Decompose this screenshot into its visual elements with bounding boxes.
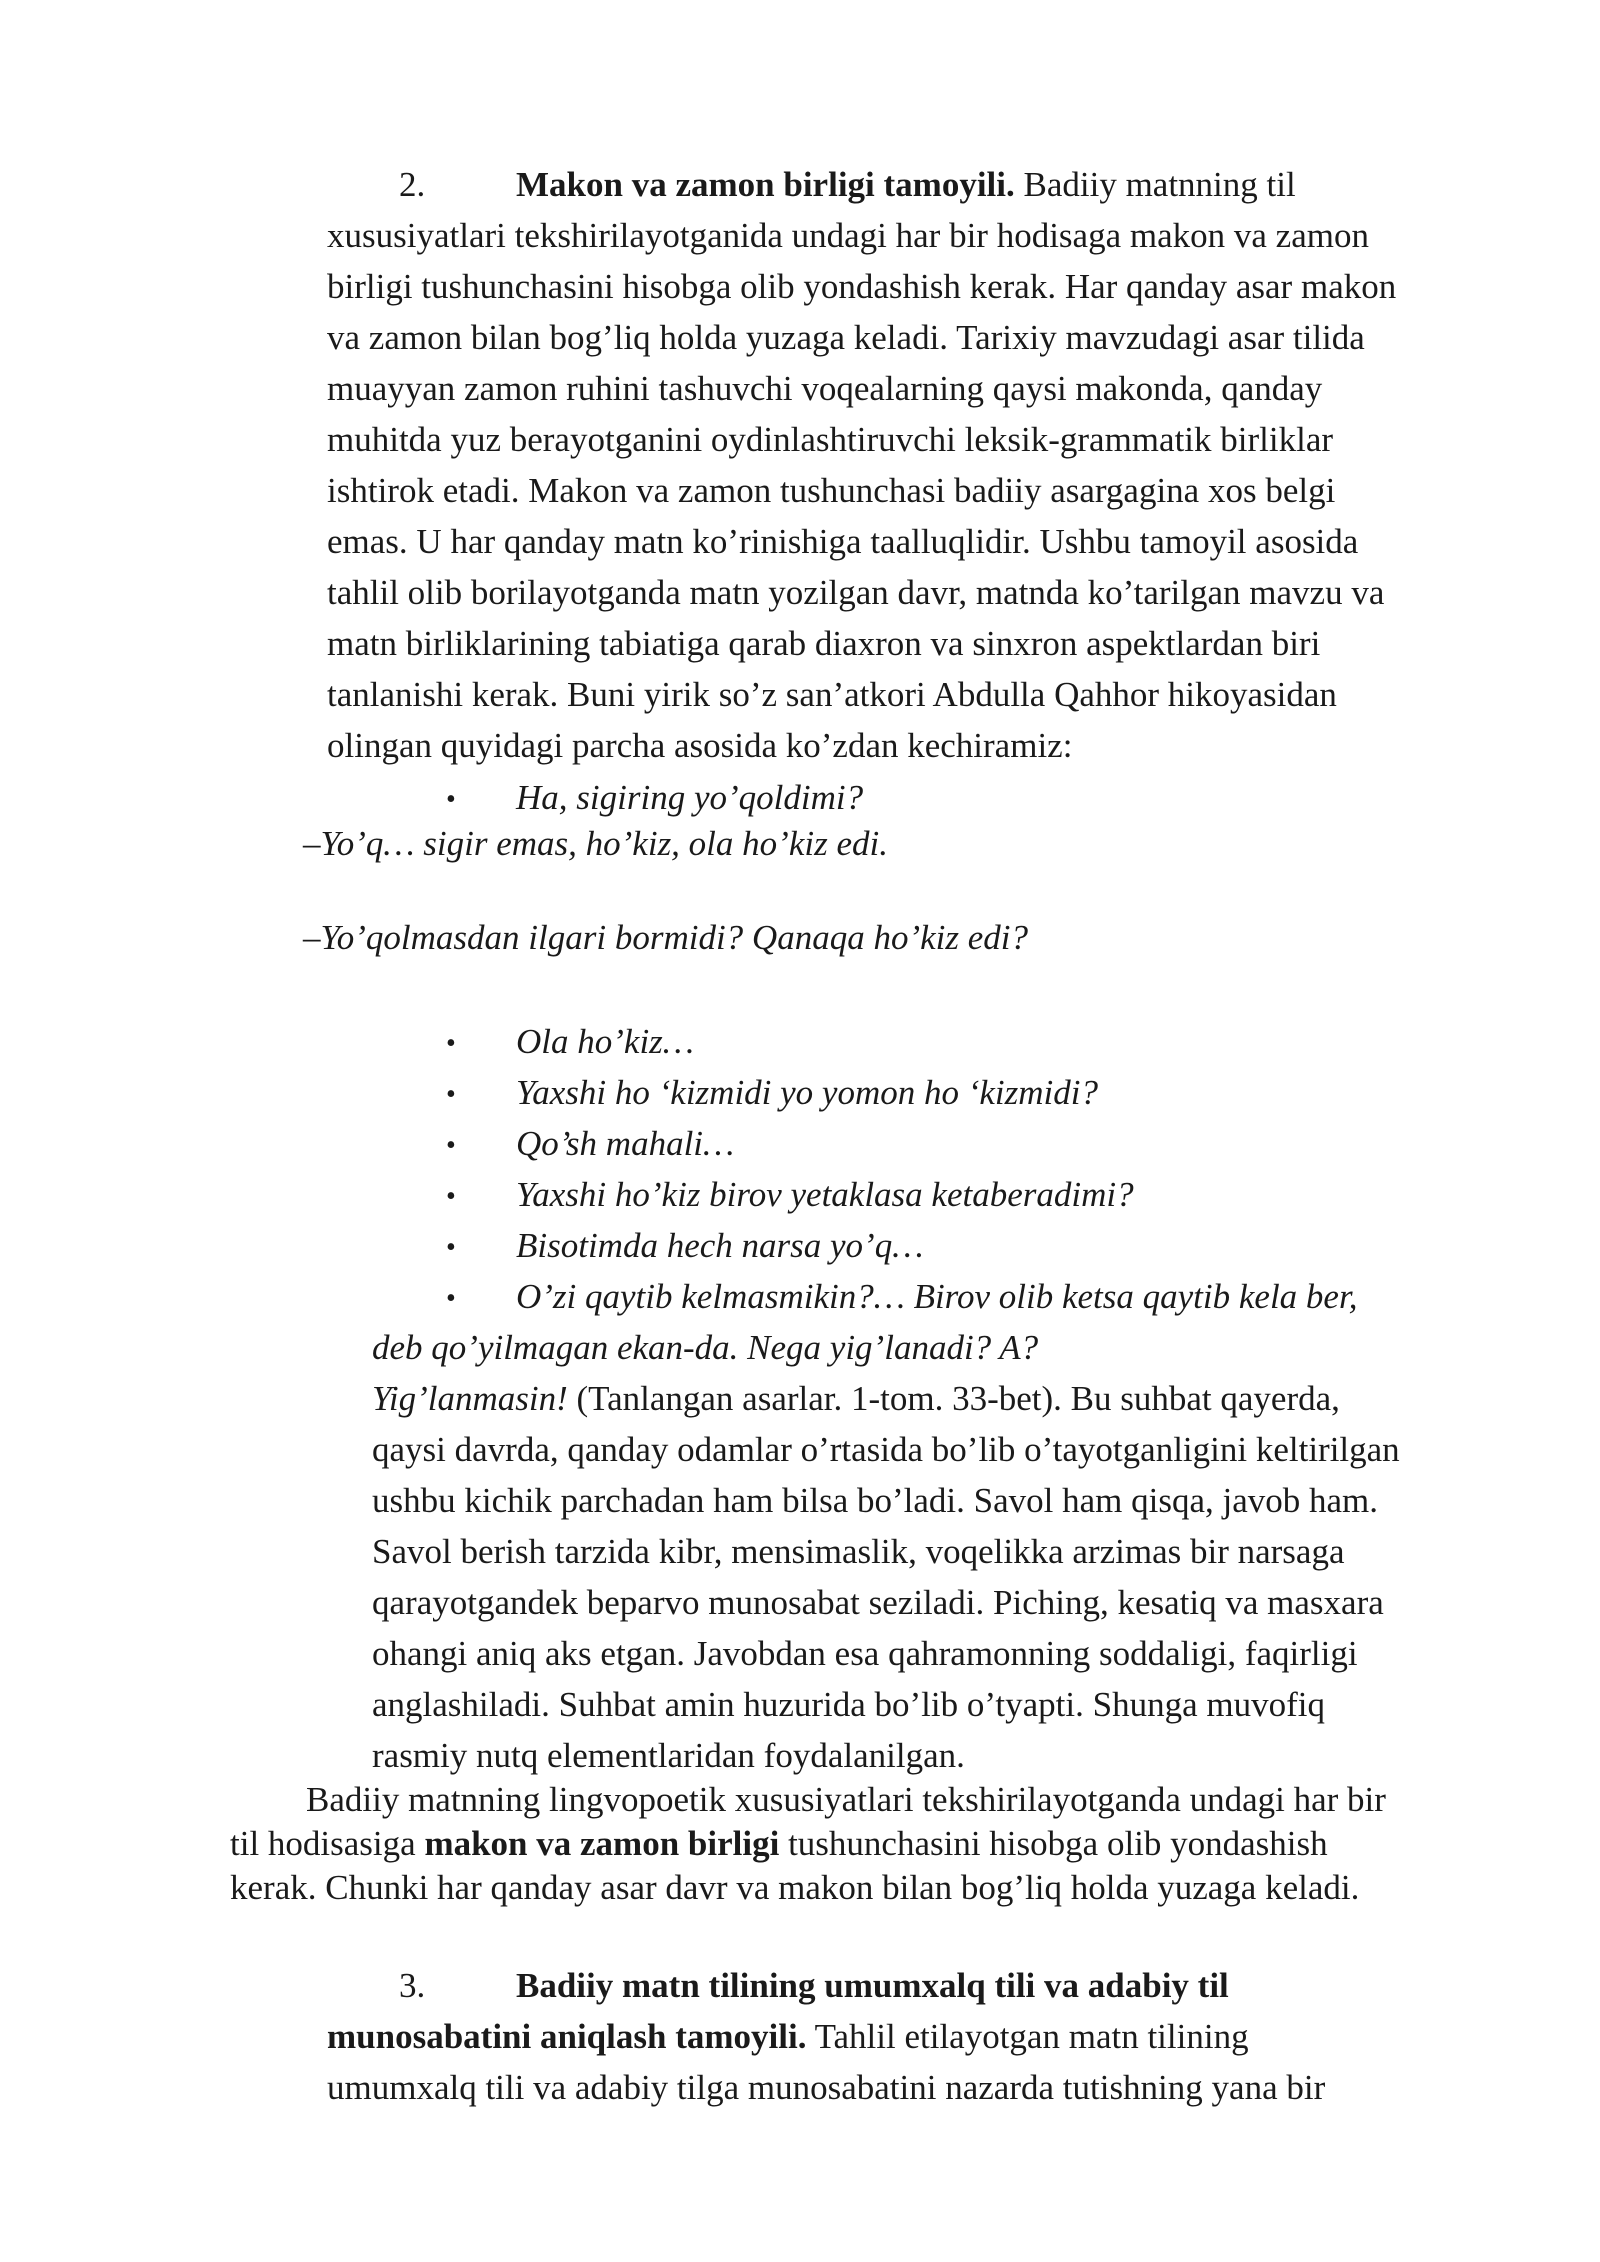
section-2-number: 2. [399, 165, 426, 204]
bullet-icon: • [446, 1079, 456, 1110]
dialogue-line: Qo’sh mahali… [516, 1124, 735, 1163]
bullet-icon: • [446, 1181, 456, 1212]
section-2-line: muayyan zamon ruhini tashuvchi voqealarning qaysi makonda, qanday [327, 369, 1323, 408]
section-2-line: tahlil olib borilayotganda matn yozilgan davr, matnda ko’tarilgan mavzu va [327, 573, 1385, 612]
dialogue-last-rest: (Tanlangan asarlar. 1-tom. 33-bet). Bu suhbat qayerda, [567, 1379, 1340, 1418]
section-3-title-cont: munosabatini aniqlash tamoyili. [327, 2017, 807, 2056]
bullet-icon: • [446, 784, 456, 815]
dialogue-last-italic: Yig’lanmasin! [372, 1379, 568, 1418]
section-2-line: olingan quyidagi parcha asosida ko’zdan kechiramiz: [327, 726, 1073, 765]
section-2-line: birligi tushunchasini hisobga olib yondashish kerak. Har qanday asar makon [327, 267, 1397, 306]
summary-line: Badiiy matnning lingvopoetik xususiyatlari tekshirilayotganda undagi har bir [306, 1780, 1386, 1819]
section-3-number: 3. [399, 1966, 426, 2005]
section-2-first-line [516, 167, 1296, 202]
commentary-line: anglashiladi. Suhbat amin huzurida bo’lib o’tyapti. Shunga muvofiq [372, 1685, 1325, 1724]
section-2-first-line-rest: Badiiy matnning til [1014, 165, 1296, 204]
dialogue-line: Ha, sigiring yo’qoldimi? [516, 778, 864, 817]
dialogue-dash-line: –Yo’q… sigir emas, ho’kiz, ola ho’kiz edi. [303, 824, 888, 863]
commentary-line: ohangi aniq aks etgan. Javobdan esa qahramonning soddaligi, faqirligi [372, 1634, 1358, 1673]
dialogue-line: Yaxshi ho ‘kizmidi yo yomon ho ‘kizmidi? [516, 1073, 1098, 1112]
dialogue-line: O’zi qaytib kelmasmikin?… Birov olib ketsa qaytib kela ber, [516, 1277, 1358, 1316]
commentary-line: ushbu kichik parchadan ham bilsa bo’ladi. Savol ham qisqa, javob ham. [372, 1481, 1379, 1520]
section-3-title: Badiiy matn tilining umumxalq tili va adabiy til [516, 1966, 1229, 2005]
summary-line [230, 1826, 1328, 1861]
section-2-line: tanlanishi kerak. Buni yirik so’z san’atkori Abdulla Qahhor hikoyasidan [327, 675, 1337, 714]
section-3-line [327, 2019, 1249, 2054]
section-2-line: matn birliklarining tabiatiga qarab diaxron va sinxron aspektlardan biri [327, 624, 1321, 663]
section-3-line: umumxalq tili va adabiy tilga munosabatini nazarda tutishning yana bir [327, 2068, 1326, 2107]
section-2-line: xususiyatlari tekshirilayotganida undagi har bir hodisaga makon va zamon [327, 216, 1369, 255]
summary-line-part: tushunchasini hisobga olib yondashish [779, 1824, 1328, 1863]
dialogue-last-line [372, 1381, 1340, 1416]
commentary-line: qaysi davrda, qanday odamlar o’rtasida bo’lib o’tayotganligini keltirilgan [372, 1430, 1400, 1469]
section-2-title: Makon va zamon birligi tamoyili. [516, 165, 1015, 204]
section-2-line: muhitda yuz berayotganini oydinlashtiruvchi leksik-grammatik birliklar [327, 420, 1334, 459]
dialogue-line: Ola ho’kiz… [516, 1022, 694, 1061]
summary-line-part: til hodisasiga [230, 1824, 425, 1863]
commentary-line: Savol berish tarzida kibr, mensimaslik, voqelikka arzimas bir narsaga [372, 1532, 1345, 1571]
commentary-line: qarayotgandek beparvo munosabat seziladi. Piching, kesatiq va masxara [372, 1583, 1384, 1622]
bullet-icon: • [446, 1232, 456, 1263]
section-2-line: ishtirok etadi. Makon va zamon tushunchasi badiiy asargagina xos belgi [327, 471, 1336, 510]
dialogue-line: Bisotimda hech narsa yo’q… [516, 1226, 924, 1265]
section-2-line: emas. U har qanday matn ko’rinishiga taalluqlidir. Ushbu tamoyil asosida [327, 522, 1359, 561]
section-3-line-rest: Tahlil etilayotgan matn tilining [806, 2017, 1249, 2056]
bullet-icon: • [446, 1283, 456, 1314]
bullet-icon: • [446, 1130, 456, 1161]
section-2-line: va zamon bilan bog’liq holda yuzaga keladi. Tarixiy mavzudagi asar tilida [327, 318, 1365, 357]
dialogue-line: Yaxshi ho’kiz birov yetaklasa ketaberadimi? [516, 1175, 1134, 1214]
dialogue-continuation: deb qo’yilmagan ekan-da. Nega yig’lanadi? A? [372, 1328, 1039, 1367]
bullet-icon: • [446, 1028, 456, 1059]
dialogue-dash-line: –Yo’qolmasdan ilgari bormidi? Qanaqa ho’kiz edi? [303, 918, 1028, 957]
summary-line: kerak. Chunki har qanday asar davr va makon bilan bog’liq holda yuzaga keladi. [230, 1868, 1360, 1907]
commentary-line: rasmiy nutq elementlaridan foydalanilgan. [372, 1736, 965, 1775]
summary-bold-phrase: makon va zamon birligi [424, 1824, 780, 1863]
